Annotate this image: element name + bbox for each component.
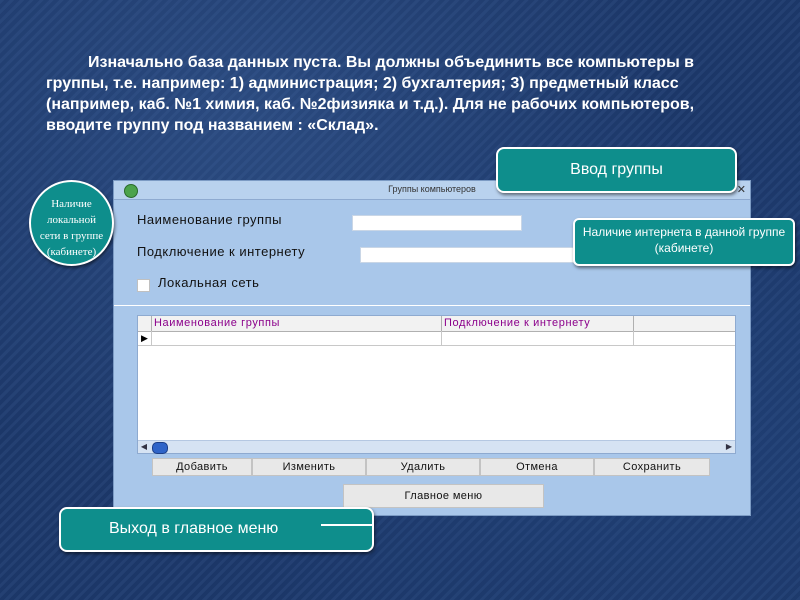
group-name-input[interactable] xyxy=(352,215,522,231)
grid-header xyxy=(138,316,735,332)
edit-button[interactable]: Изменить xyxy=(252,458,366,476)
local-network-checkbox[interactable] xyxy=(137,279,150,292)
scroll-thumb[interactable] xyxy=(152,442,168,454)
callout-local-line: сети в группе xyxy=(39,230,104,242)
scroll-left-icon[interactable]: ◀ xyxy=(140,442,148,451)
local-network-label: Локальная сеть xyxy=(158,275,260,290)
callout-group-input: Ввод группы xyxy=(496,147,737,193)
groups-grid[interactable] xyxy=(137,315,736,454)
save-button[interactable]: Сохранить xyxy=(594,458,710,476)
internet-input[interactable] xyxy=(360,247,578,263)
slide-paragraph-text: Изначально база данных пуста. Вы должны объединить все компьютеры в группы, т.е. например: 1) администрация; 2) бухгалтерия; 3) предметный класс (например, каб. №1 химия, каб. №2физияка и т.д.). Для не рабочих компьютеров, вводите группу под названием : «Склад». xyxy=(46,54,695,134)
close-icon[interactable]: ✕ xyxy=(736,184,746,196)
grid-indicator-column xyxy=(138,316,152,331)
main-menu-button[interactable]: Главное меню xyxy=(343,484,544,508)
internet-label: Подключение к интернету xyxy=(137,244,306,259)
row-indicator-icon: ▶ xyxy=(141,333,148,343)
slide-paragraph xyxy=(46,52,746,136)
callout-local-line: (кабинете) xyxy=(46,246,97,258)
callout-pointer xyxy=(321,524,373,526)
callout-local-line: локальной xyxy=(47,214,96,226)
callout-internet: Наличие интернета в данной группе (кабинете) xyxy=(573,218,795,266)
cell-divider xyxy=(151,331,152,345)
cell-divider xyxy=(633,331,634,345)
add-button[interactable]: Добавить xyxy=(152,458,252,476)
grid-column-divider xyxy=(633,316,634,331)
cell-divider xyxy=(441,331,442,345)
window-title: Группы компьютеров xyxy=(388,184,476,194)
horizontal-scrollbar[interactable] xyxy=(138,440,735,453)
callout-local-line: Наличие xyxy=(51,198,92,210)
callout-local-network xyxy=(29,180,114,266)
group-name-label: Наименование группы xyxy=(137,212,282,227)
callout-exit: Выход в главное меню xyxy=(59,507,374,552)
table-row[interactable] xyxy=(138,331,735,346)
delete-button[interactable]: Удалить xyxy=(366,458,480,476)
form-separator xyxy=(114,305,750,306)
grid-column-group-name[interactable]: Наименование группы xyxy=(154,317,281,329)
scroll-right-icon[interactable]: ▶ xyxy=(725,442,733,451)
grid-column-divider xyxy=(441,316,442,331)
cancel-button[interactable]: Отмена xyxy=(480,458,594,476)
grid-column-internet[interactable]: Подключение к интернету xyxy=(444,317,591,329)
